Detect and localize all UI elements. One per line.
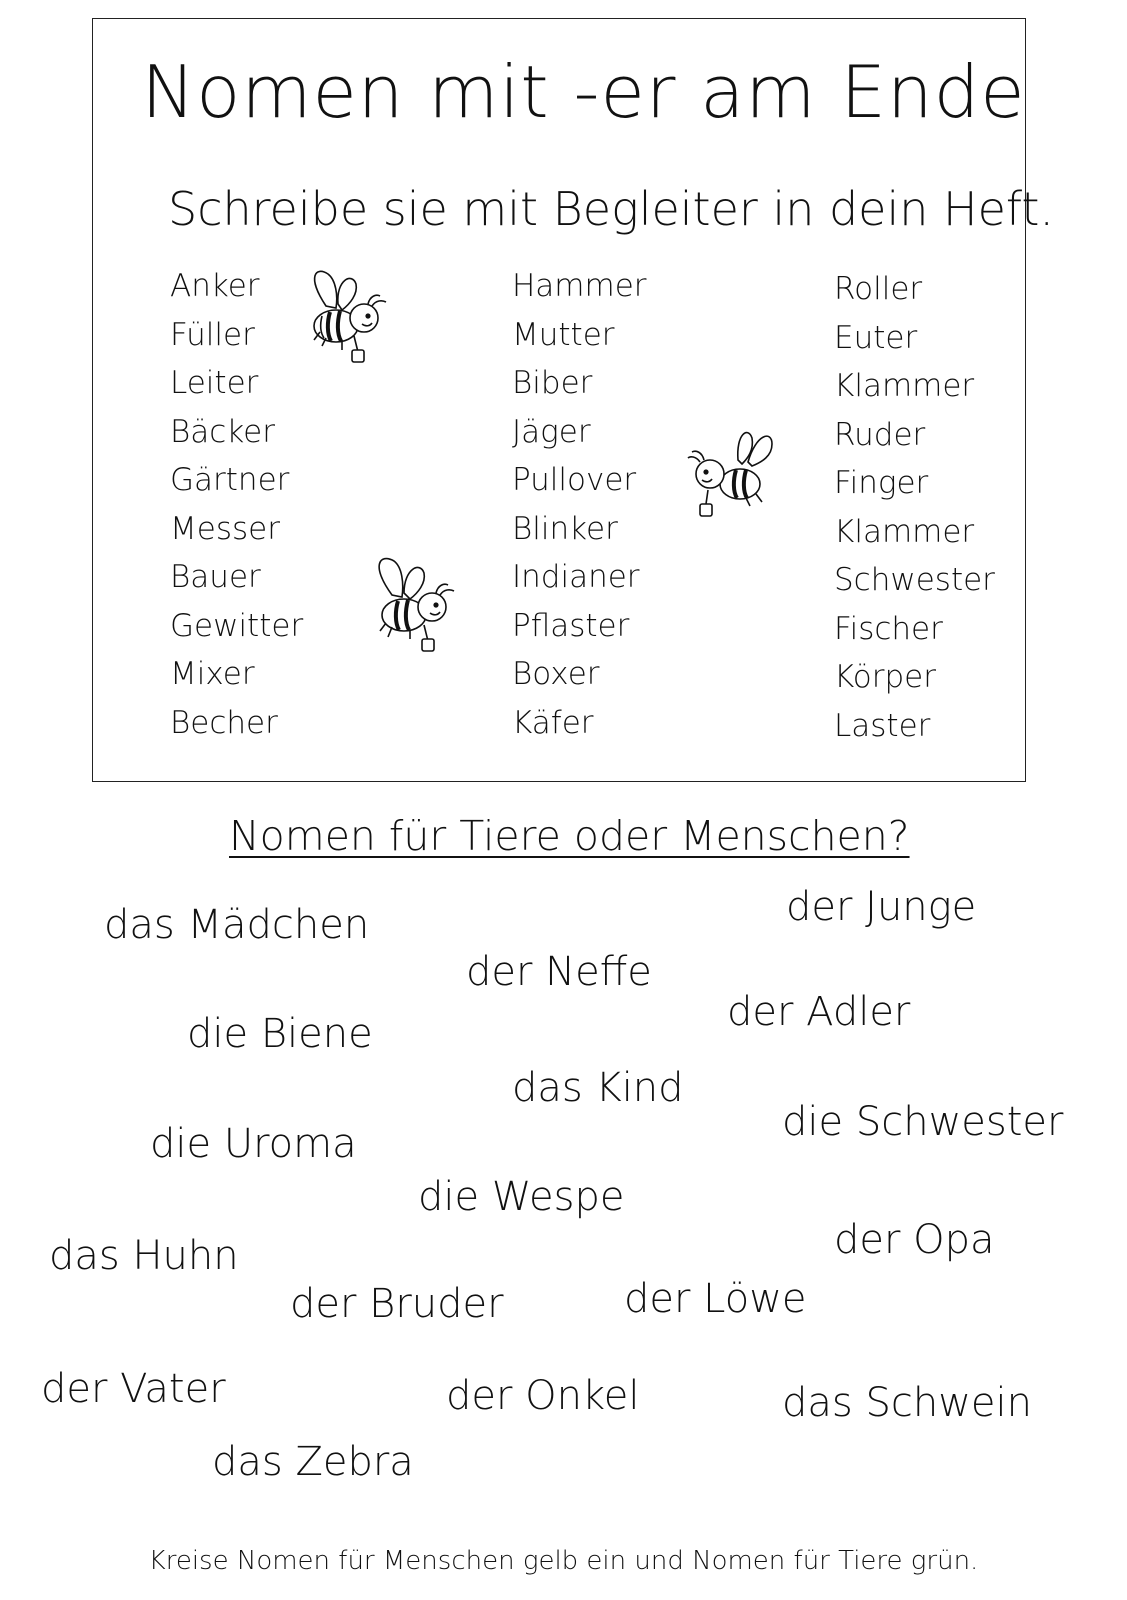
list-item: Leiter xyxy=(170,365,259,401)
list-item: Klammer xyxy=(834,368,975,404)
list-item: Blinker xyxy=(512,510,618,547)
list-item: Bauer xyxy=(170,559,261,595)
list-item: Pflaster xyxy=(512,607,630,644)
list-item: Finger xyxy=(834,465,929,501)
page-title: Nomen mit -er am Ende xyxy=(141,50,1026,134)
list-item: Indianer xyxy=(512,559,640,595)
list-item: Mixer xyxy=(170,656,255,692)
list-item: Roller xyxy=(834,271,923,307)
list-item: Jäger xyxy=(512,413,591,450)
instruction: Schreibe sie mit Begleiter in dein Heft. xyxy=(168,182,1054,236)
word-item: das Huhn xyxy=(49,1233,239,1279)
word-item: das Mädchen xyxy=(104,902,370,948)
list-item: Füller xyxy=(170,316,255,353)
list-item: Fischer xyxy=(834,610,943,647)
word-column-3 xyxy=(834,265,995,750)
list-item: Biber xyxy=(512,365,593,401)
list-item: Körper xyxy=(834,659,936,695)
word-item: der Vater xyxy=(41,1366,226,1412)
word-item: der Bruder xyxy=(290,1281,504,1327)
word-item: die Uroma xyxy=(150,1121,357,1167)
bee-icon xyxy=(368,553,464,657)
word-column-2 xyxy=(512,262,647,747)
word-item: der Neffe xyxy=(466,949,652,995)
word-item: der Adler xyxy=(727,989,911,1035)
word-item: das Kind xyxy=(512,1065,684,1111)
list-item: Gewitter xyxy=(170,607,304,644)
bee-icon xyxy=(686,424,776,524)
word-item: der Opa xyxy=(834,1217,995,1263)
list-item: Gärtner xyxy=(170,462,290,498)
list-item: Becher xyxy=(170,704,278,741)
word-item: das Schwein xyxy=(782,1380,1032,1426)
list-item: Laster xyxy=(834,707,931,744)
word-item: der Junge xyxy=(786,884,977,930)
list-item: Käfer xyxy=(512,704,594,741)
list-item: Schwester xyxy=(834,562,995,598)
word-item: die Wespe xyxy=(418,1174,625,1220)
list-item: Ruder xyxy=(834,416,926,453)
word-column-1 xyxy=(170,262,303,747)
word-item: die Schwester xyxy=(782,1099,1064,1145)
list-item: Euter xyxy=(834,319,918,356)
list-item: Pullover xyxy=(512,462,637,498)
list-item: Anker xyxy=(170,268,260,304)
word-item: die Biene xyxy=(187,1011,373,1057)
word-item: das Zebra xyxy=(212,1439,414,1485)
footer-instruction: Kreise Nomen für Menschen gelb ein und Nomen für Tiere grün. xyxy=(148,1546,979,1576)
list-item: Hammer xyxy=(512,268,647,304)
list-item: Bäcker xyxy=(170,413,276,450)
list-item: Boxer xyxy=(512,656,600,692)
bee-icon xyxy=(296,266,396,372)
list-item: Klammer xyxy=(834,513,975,550)
word-item: der Onkel xyxy=(446,1373,640,1419)
list-item: Messer xyxy=(170,510,280,547)
section-title: Nomen für Tiere oder Menschen? xyxy=(229,812,910,860)
word-item: der Löwe xyxy=(624,1276,807,1322)
list-item: Mutter xyxy=(512,316,615,353)
